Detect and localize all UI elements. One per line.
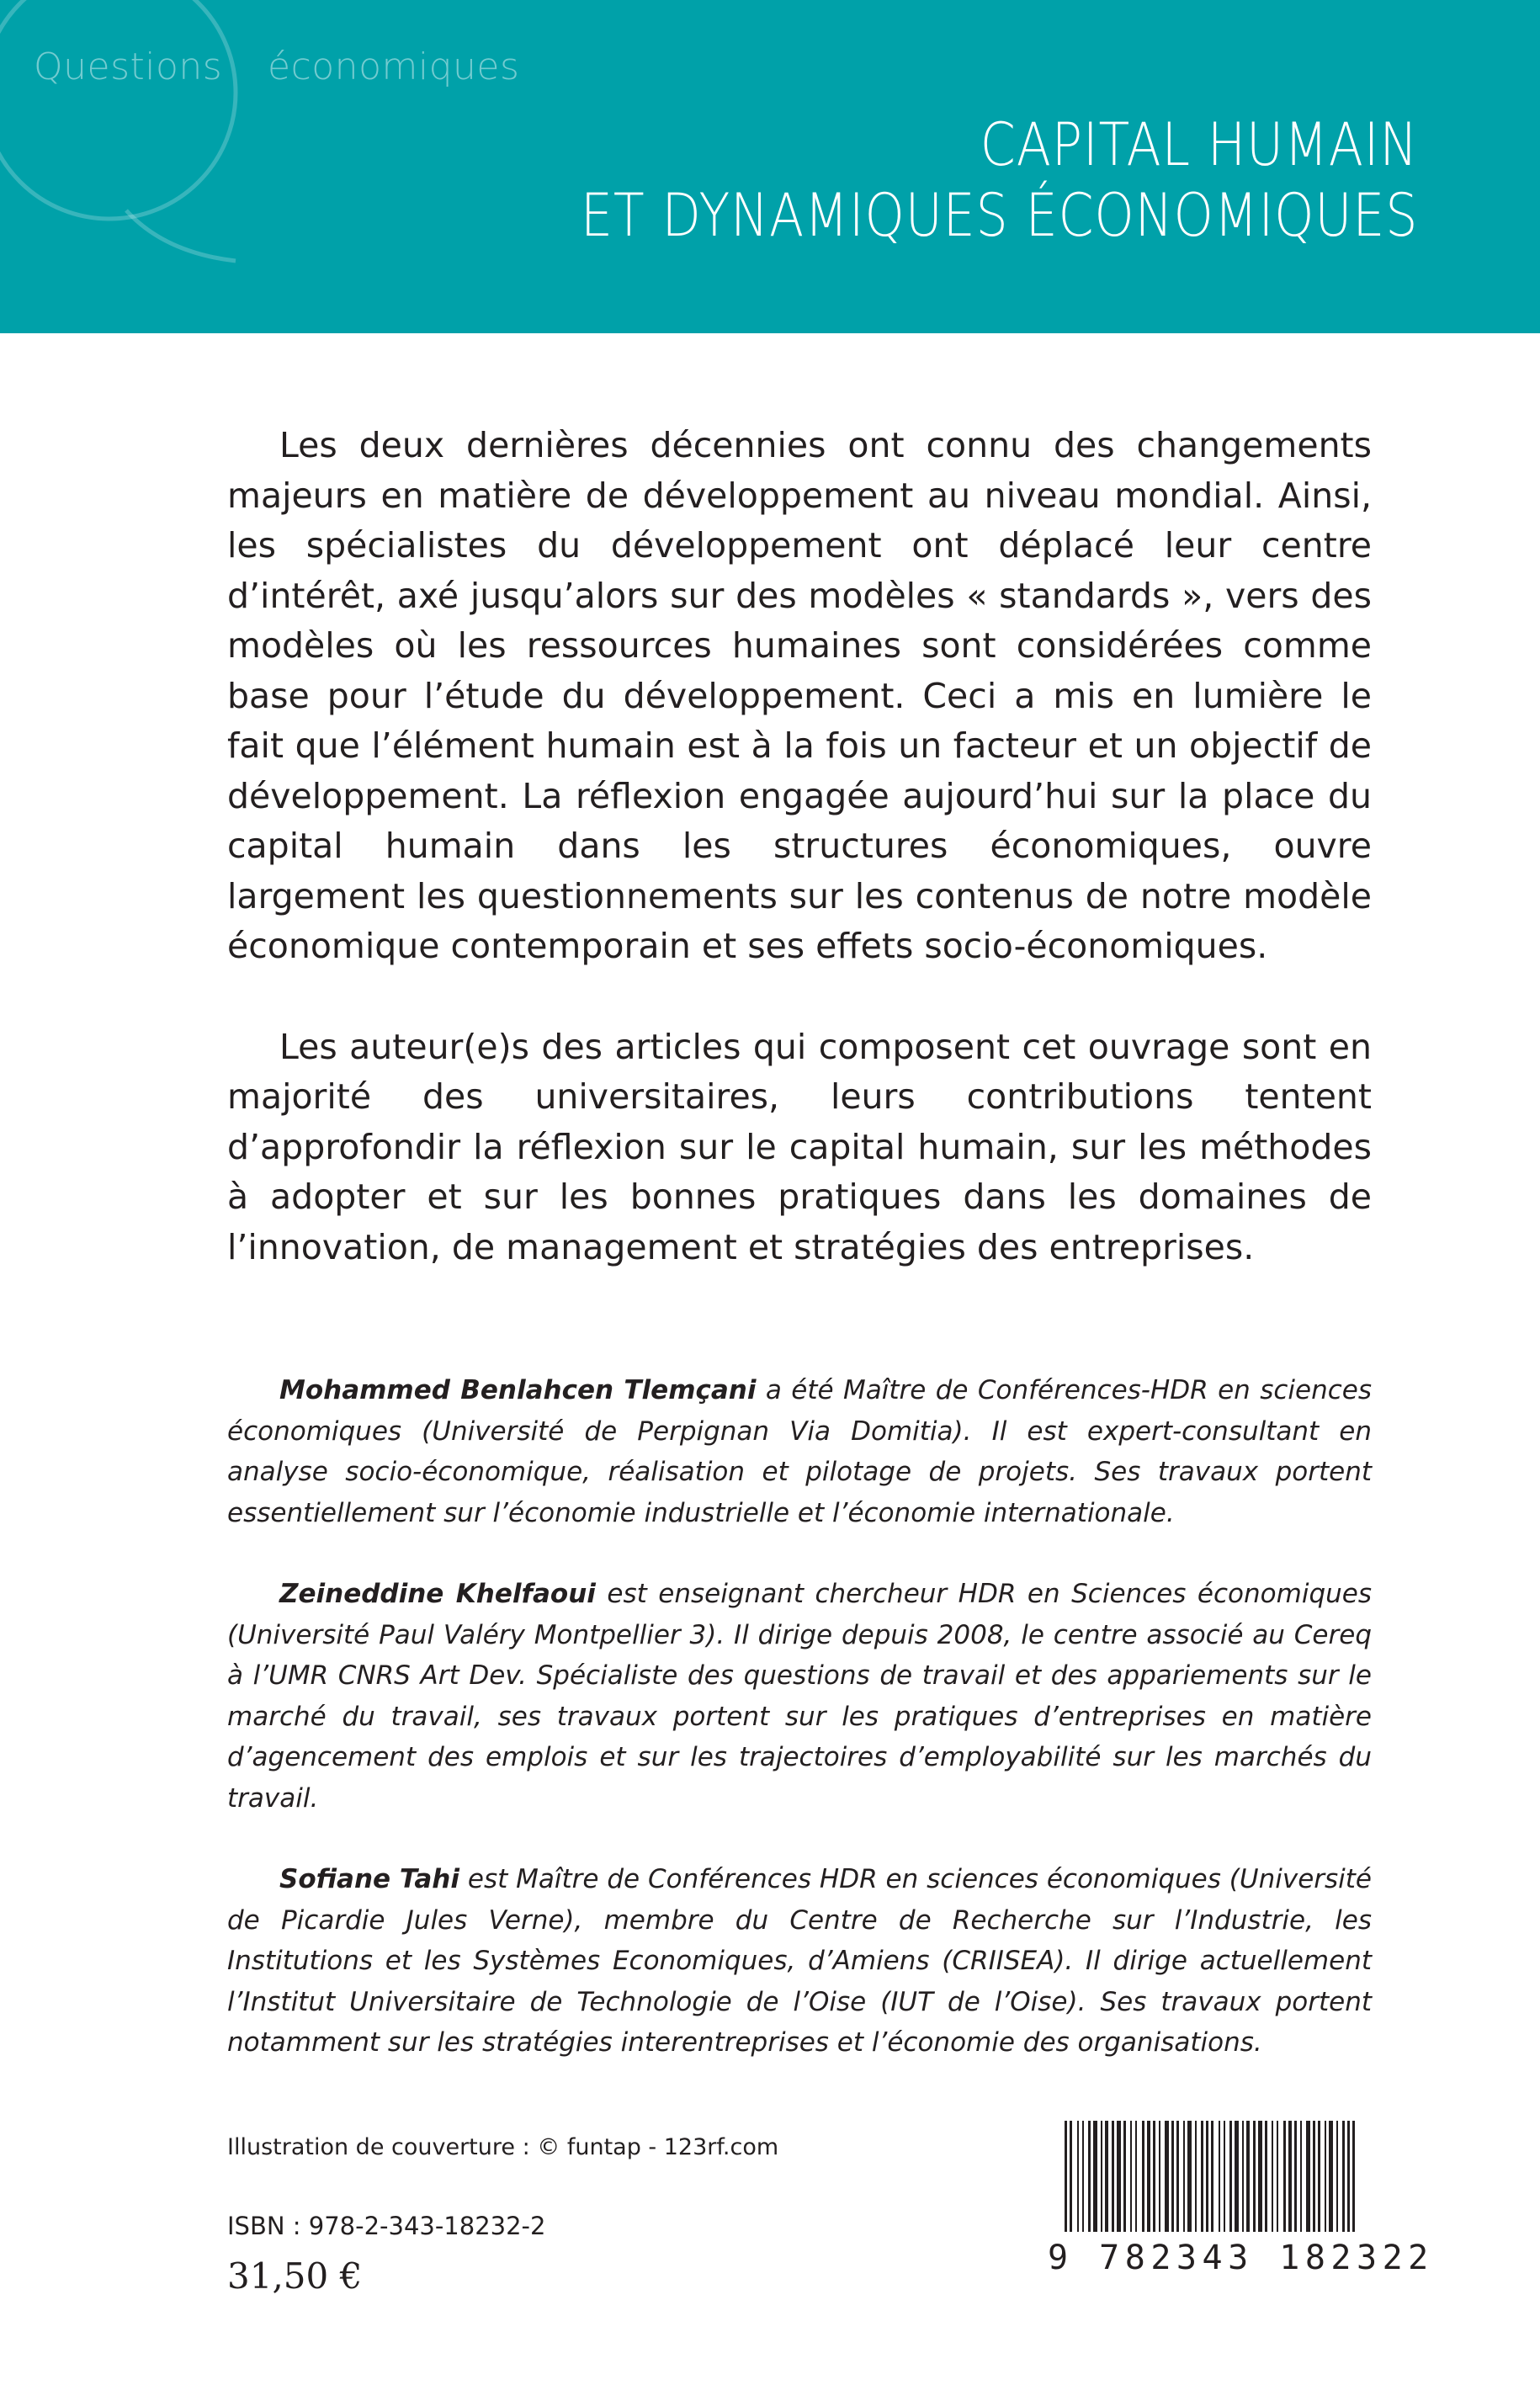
author-bios (227, 1370, 1372, 2064)
summary-paragraph-2: Les auteur(e)s des articles qui composent cet ouvrage sont en majorité des universitaires, leurs contributions tentent d’approfondir la réflexion sur le capital humain, sur les méthodes à adopter et sur les bonnes pratiques dans les domaines de l’innovation, de management et stratégies des entreprises. (227, 1026, 1372, 1267)
author-bio-text-3: est Maître de Conférences HDR en sciences économiques (Université de Picardie Jules Verne), membre du Centre de Recherche sur l’Industrie, les Institutions et les Systèmes Economiques, d’Amiens (CRIISEA). Il dirige actuellement l’Institut Universitaire de Technologie de l’Oise (IUT de l’Oise). Ses travaux portent notamment sur les stratégies interentreprises et l’économie des organisations. (227, 1864, 1372, 2058)
author-name-3: Sofiane Tahi (279, 1864, 459, 1894)
series-name-word-2: économiques (268, 45, 520, 88)
illustration-credit: Illustration de couverture : © funtap - 123rf.com (227, 2134, 779, 2160)
author-name-2: Zeineddine Khelfaoui (279, 1579, 596, 1609)
author-bio-3 (227, 1859, 1372, 2064)
header-banner (0, 0, 1540, 333)
author-bio-text-2: est enseignant chercheur HDR en Sciences économiques (Université Paul Valéry Montpellier 3). Il dirige depuis 2008, le centre associé au Cereq à l’UMR CNRS Art Dev. Spécialiste des questions de travail et des appariements sur le marché du travail, ses travaux portent sur les pratiques d’entreprises en matière d’agencement des emplois et sur les trajectoires d’employabilité sur les marchés du travail. (227, 1579, 1372, 1814)
price: 31,50 € (227, 2255, 363, 2297)
summary-paragraph-1: Les deux dernières décennies ont connu des changements majeurs en matière de développement au niveau mondial. Ainsi, les spécialistes du développement ont déplacé leur centre d’intérêt, axé jusqu’alors sur des modèles « standards », vers des modèles où les ressources humaines sont considérées comme base pour l’étude du développement. Ceci a mis en lumière le fait que l’élément humain est à la fois un facteur et un objectif de développement. La réflexion engagée aujourd’hui sur la place du capital humain dans les structures économiques, ouvre largement les questionnements sur les contenus de notre modèle économique contemporain et ses effets socio-économiques. (227, 425, 1372, 966)
book-title-line-2: ET DYNAMIQUES ÉCONOMIQUES (580, 181, 1418, 250)
ean13-barcode-icon (1048, 2121, 1367, 2239)
book-title-line-1: CAPITAL HUMAIN (980, 110, 1418, 179)
book-title (581, 109, 1418, 251)
barcode-digits: 9 782343 182322 (1048, 2239, 1434, 2277)
author-name-1: Mohammed Benlahcen Tlemçani (279, 1375, 757, 1405)
isbn-number: ISBN : 978-2-343-18232-2 (227, 2212, 546, 2240)
book-summary (227, 421, 1372, 1272)
series-name-word-1: Questions (34, 45, 223, 88)
author-bio-2 (227, 1574, 1372, 1819)
author-bio-text-1: a été Maître de Conférences-HDR en sciences économiques (Université de Perpignan Via Domitia). Il est expert-consultant en analyse socio-économique, réalisation et pilotage de projets. Ses travaux portent essentiellement sur l’économie industrielle et l’économie internationale. (227, 1375, 1373, 1528)
author-bio-1 (227, 1370, 1372, 1533)
barcode (1048, 2121, 1434, 2289)
